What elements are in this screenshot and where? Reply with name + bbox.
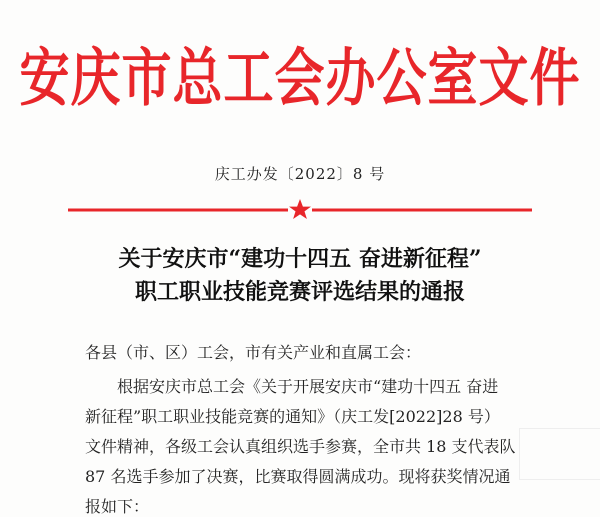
star-icon: [289, 199, 311, 219]
subject-line-2: 职工职业技能竞赛评选结果的通报: [134, 279, 465, 305]
body-line: 新征程”职工职业技能竞赛的通知》（庆工发[2022]28 号）: [85, 407, 500, 426]
document-subject: [0, 243, 600, 309]
red-divider: [0, 198, 600, 222]
body-line: 文件精神，各级工会认真组织选手参赛，全市共 18 支代表队: [85, 437, 516, 456]
document-header-title: 安庆市总工会办公室文件: [19, 41, 581, 115]
body-line: 根据安庆市总工会《关于开展安庆市“建功十四五 奋进: [85, 377, 499, 396]
body-paragraph: [85, 372, 565, 522]
faint-watermark: [519, 428, 600, 480]
subject-line-1: 关于安庆市“建功十四五 奋进新征程”: [118, 246, 482, 272]
document-number: 庆工办发〔2022〕8 号: [214, 165, 386, 183]
body-line: 报如下：: [85, 497, 150, 516]
body-line: 87 名选手参加了决赛，比赛取得圆满成功。现将获奖情况通: [85, 467, 511, 486]
salutation: 各县（市、区）工会，市有关产业和直属工会：: [85, 343, 422, 362]
